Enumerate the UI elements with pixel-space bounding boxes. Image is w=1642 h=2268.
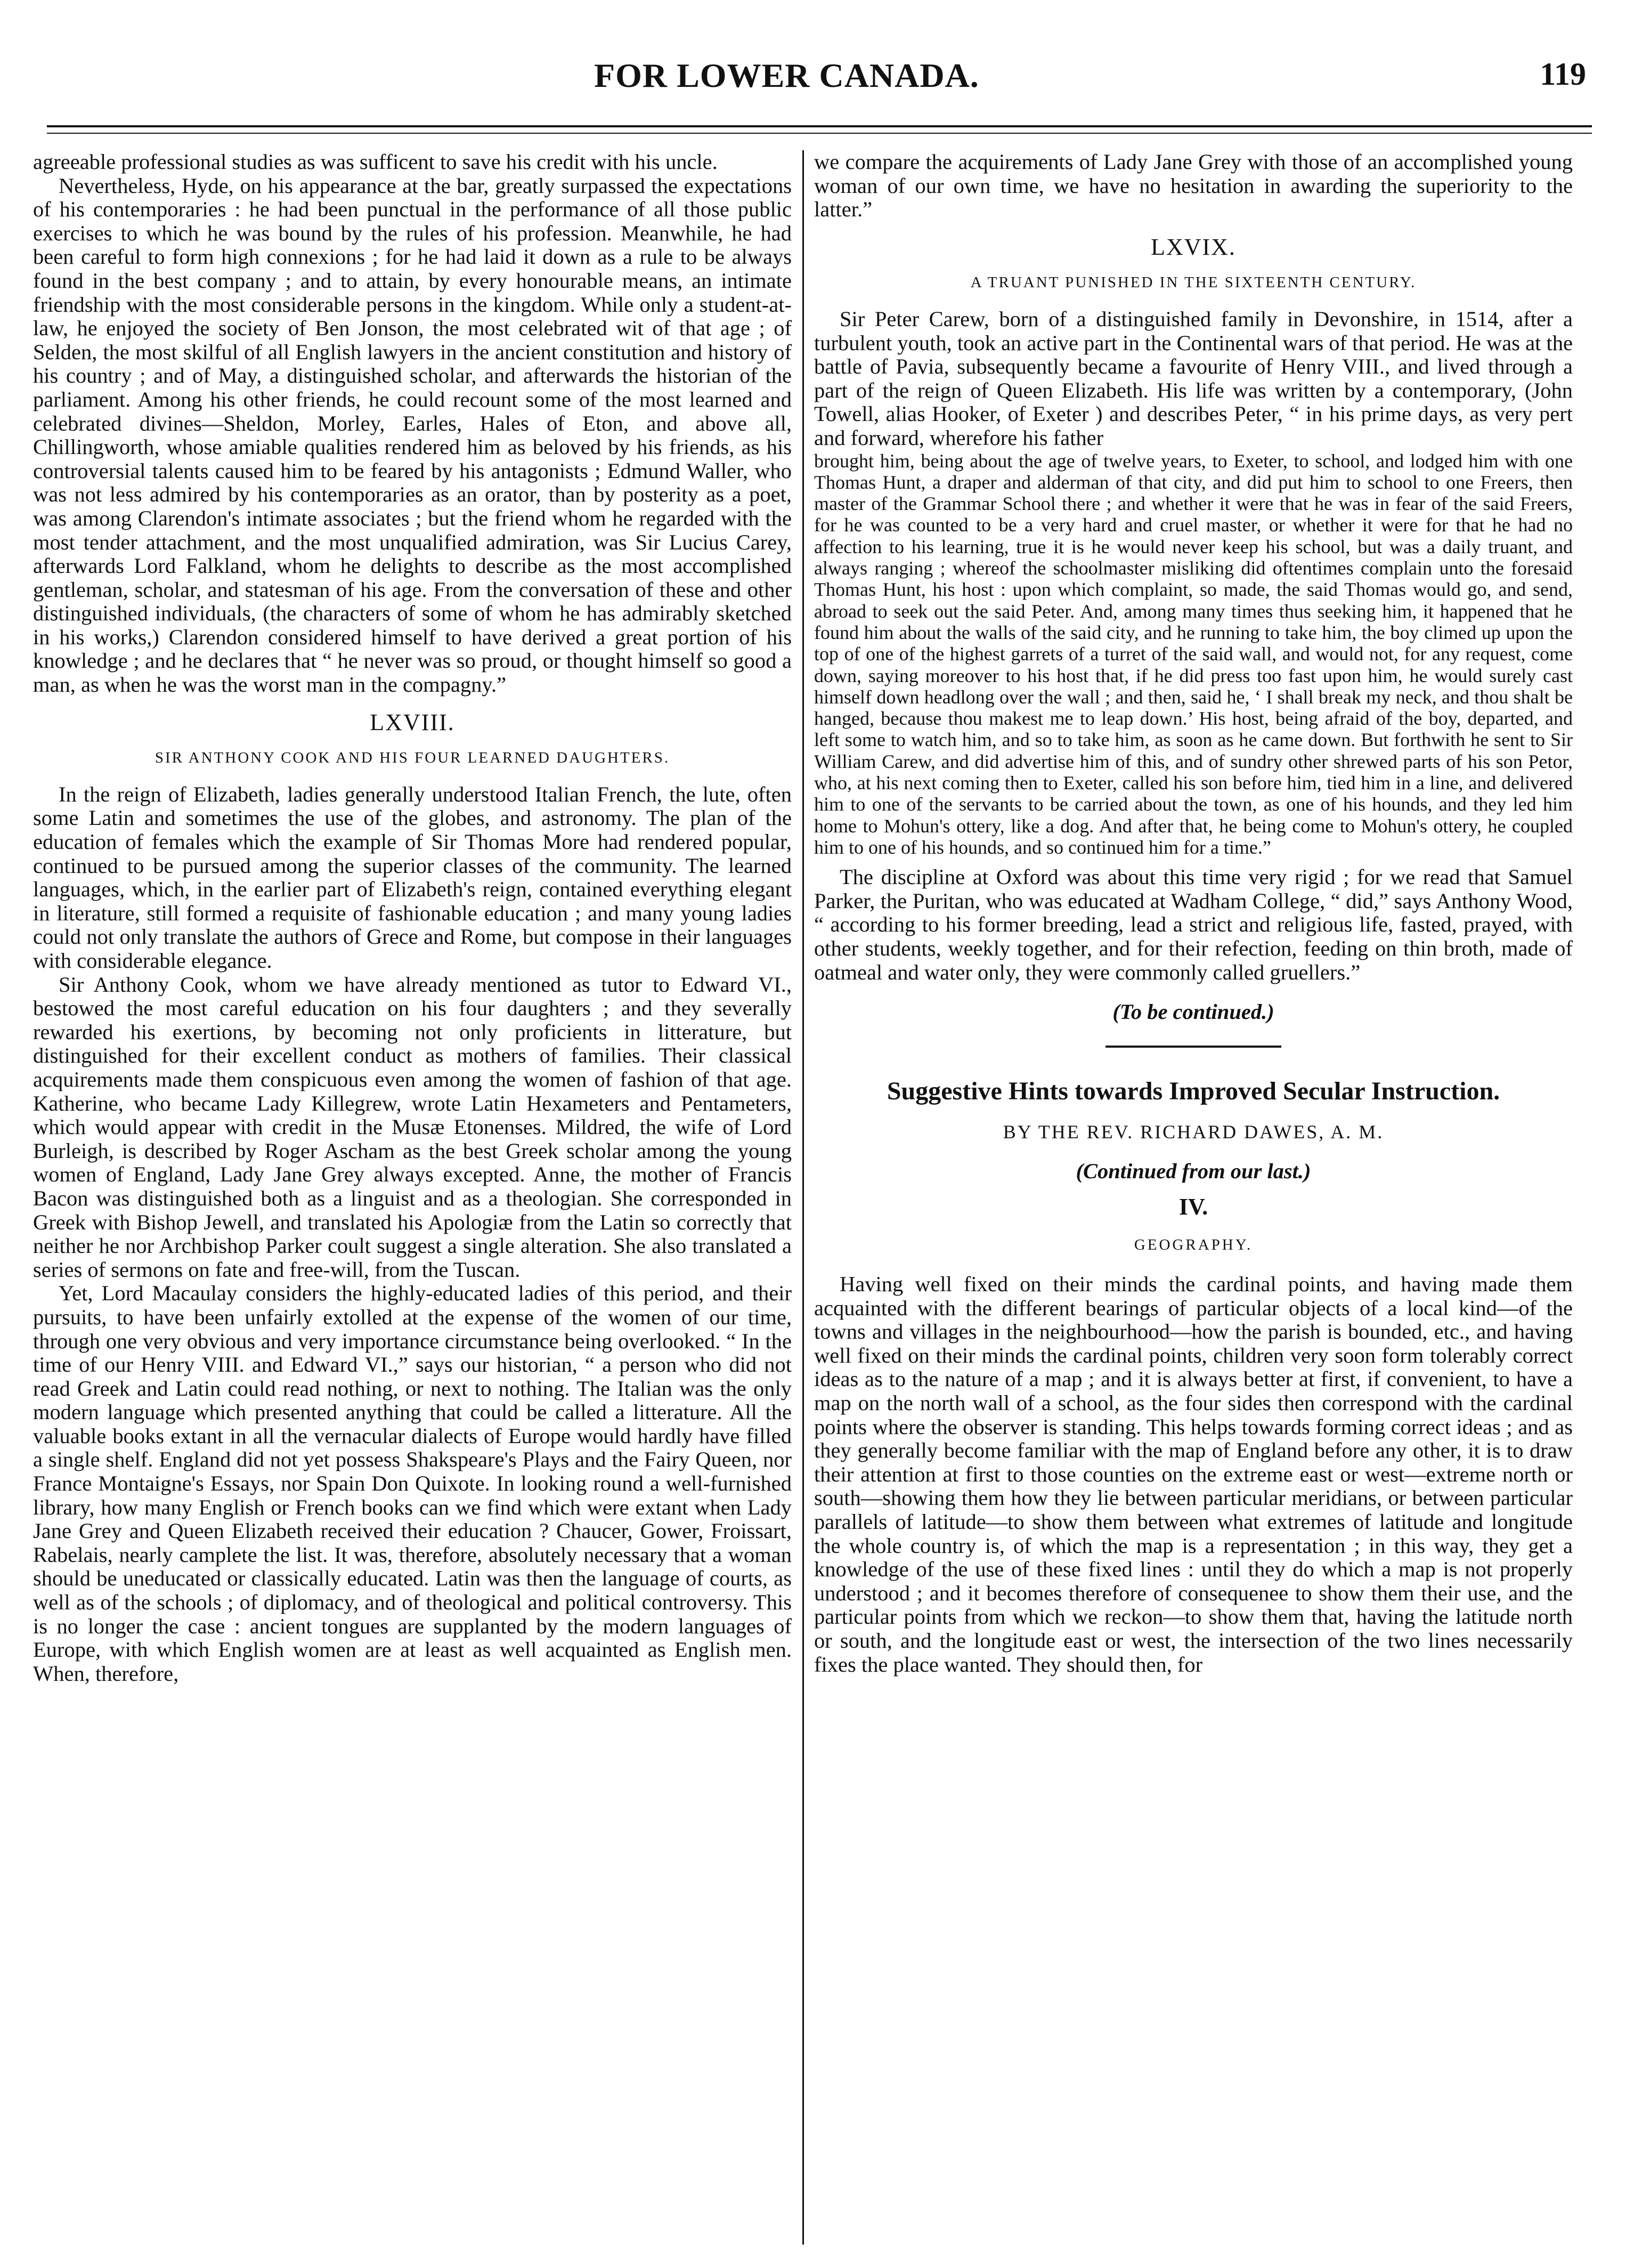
paragraph: Sir Anthony Cook, whom we have already mentioned as tutor to Edward VI., bestowed the most careful education on his four daughters ; and they severally rewarded his exertions, by becoming not only proficients in litterature, but distinguished for their excellent conduct as mothers of families. Their classical acquirements made them conspicuous even among the women of fashion of that age. Katherine, who became Lady Killegrew, wrote Latin Hexameters and Pentameters, which would appear with credit in the Musæ Etonenses. Mildred, the wife of Lord Burleigh, is described by Roger Ascham as the best Greek scholar among the young women of England, Lady Jane Grey always excepted. Anne, the mother of Francis Bacon was distinguished both as a linguist and as a theologian. She corresponded in Greek with Bishop Jewell, and translated his Apologiæ from the Latin so correctly that neither he nor Archbishop Parker coult suggest a single alteration. She also translated a series of sermons on fate and free-will, from the Tuscan. — [33, 972, 792, 1282]
header-rule-thin — [47, 133, 1592, 134]
running-head — [0, 56, 1642, 115]
article-title: Suggestive Hints towards Improved Secular Instruction. — [887, 1076, 1500, 1105]
separator-rule — [1105, 1046, 1281, 1048]
paragraph: agreeable professional studies as was sufficent to save his credit with his uncle. — [33, 150, 718, 174]
section-title: SIR ANTHONY COOK AND HIS FOUR LEARNED DAUGHTERS. — [155, 749, 670, 767]
paragraph: Sir Peter Carew, born of a distinguished family in Devonshire, in 1514, after a turbulent youth, took an active part in the Continental wars of that period. He was at the battle of Pavia, subsequently became a favourite of Henry VIII., and lived through a part of the reign of Queen Elizabeth. His life was written by a contemporary, (John Towell, alias Hooker, of Exeter ) and describes Peter, “ in his prime days, as very pert and forward, wherefore his father — [814, 306, 1573, 450]
byline: BY THE REV. RICHARD DAWES, A. M. — [1003, 1121, 1384, 1143]
paragraph: Nevertheless, Hyde, on his appearance at the bar, greatly surpassed the expectations of his contemporaries : he had been punctual in the performance of all those public exercises to which he was bound by the rules of his profession. Meanwhile, he had been careful to form high connexions ; for he had laid it down as a rule to be always found in the best company ; and to attain, by every honourable means, an intimate friendship with the most considerable persons in the kingdom. While only a student-at-law, he enjoyed the society of Ben Jonson, the most celebrated wit of that age ; of Selden, the most skilful of all English lawyers in the ancient constitution and history of his country ; and of May, a distinguished scholar, and afterwards the historian of the parliament. Among his other friends, he could recount some of the most learned and celebrated divines—Sheldon, Morley, Earles, Hales of Eton, and above all, Chillingworth, whose amiable qualities rendered him as beloved by his friends, as his controversial talents caused him to be feared by his antagonists ; Edmund Waller, who was not less admired by his contemporaries as an orator, than by posterity as a poet, was among Clarendon's intimate associates ; but the friend whom he regarded with the most tender attachment, and the most unqualified admiration, was Sir Lucius Carey, afterwards Lord Falkland, whom he delights to describe as the most accomplished gentleman, scholar, and statesman of his age. From the conversation of these and other distinguished individuals, (the characters of some of whom he has admirably sketched in his works,) Clarendon considered himself to have derived a great portion of his knowledge ; and he declares that “ he never was so proud, or thought himself so good a man, as when he was the worst man in the compagny.” — [33, 173, 792, 697]
paragraph: The discipline at Oxford was about this time very rigid ; for we read that Samuel Parker, the Puritan, who was educated at Wadham College, “ did,” says Anthony Wood, “ according to his former breeding, lead a strict and religious life, fasted, prayed, with other students, weekly together, and for their refection, feeding on thin broth, made of oatmeal and water only, they were commonly called gruellers.” — [814, 865, 1573, 984]
section-number: LXVIII. — [370, 709, 455, 735]
column-divider — [802, 150, 804, 2245]
paragraph: In the reign of Elizabeth, ladies generally understood Italian French, the lute, often some Latin and sometimes the use of the globes, and astronomy. The plan of the education of females which the example of Sir Thomas More had rendered popular, continued to be pursued among the superior classes of the community. The learned languages, which, in the earlier part of Elizabeth's reign, contained everything elegant in literature, still formed a requisite of fashionable education ; and many young ladies could not only translate the authors of Grece and Rome, but compose in their languages with considerable elegance. — [33, 782, 792, 973]
running-title: FOR LOWER CANADA. — [594, 56, 979, 94]
section-number: LXVIX. — [1151, 233, 1236, 260]
subheading: GEOGRAPHY. — [1134, 1236, 1253, 1253]
block-quote — [814, 450, 1573, 858]
paragraph: Having well fixed on their minds the cardinal points, and having made them acquainted with the different bearings of particular objects of a local kind—of the towns and villages in the neighbourhood—how the parish is bounded, etc., and having well fixed on their minds the cardinal points, children very soon form tolerably correct ideas as to the nature of a map ; and it is always better at first, if convenient, to have a map on the north wall of a school, as the four sides then correspond with the cardinal points where the observer is standing. This helps towards forming correct ideas ; and as they generally become familiar with the map of England before any other, it is to draw their attention at first to those counties on the extreme east or west—extreme north or south—showing them how they lie between particular meridians, or between particular parallels of latitude—to show them between what extremes of latitude and longitude the whole country is, of which the map is a representation ; in this way, they get a knowledge of the use of these fixed lines : until they do which a map is not properly understood ; and it becomes therefore of consequenee to show them their use, and the particular points from which we reckon—to show them that, having the latitude north or south, and the longitude east or west, the intersection of the two lines necessarily fixes the place wanted. They should then, for — [814, 1272, 1573, 1676]
quote-text: brought him, being about the age of twelve years, to Exeter, to school, and lodged him with one Thomas Hunt, a draper and alderman of that city, and did put him to school to one Freers, then master of the Grammar School there ; and whether it were that he was in fear of the said Freers, for he was counted to be a very hard and cruel master, or whether it were for that he had no affection to his learning, true it is he would never keep his school, but was a daily truant, and always ranging ; whereof the schoolmaster misliking did oftentimes complain unto the foresaid Thomas Hunt, his host : upon which complaint, so made, the said Thomas would go, and send, abroad to seek out the said Peter. And, among many times thus seeking him, it happened that he found him about the walls of the said city, and he running to take him, the boy climed up upon the top of one of the highest garrets of a turret of the said wall, and would not, for any request, come down, saying moreover to his host that, if he did press too fast upon him, he would surely cast himself down headlong over the wall ; and then, said he, ‘ I shall break my neck, and thou shalt be hanged, because thou makest me to leap down.’ His host, being afraid of the boy, departed, and left some to watch him, and so to take him, as soon as he came down. But forthwith he sent to Sir William Carew, and did advertise him of this, and of sundry other shrewed parts of his son Petor, who, at his next coming then to Exeter, called his son before him, tied him in a line, and delivered him to one of the servants to be carried about the town, as one of his hounds, and they led him home to Mohun's ottery, like a dog. And after that, he being come to Mohun's ottery, he coupled him to one of his hounds, and so continued him for a time.” — [814, 450, 1573, 858]
paragraph: we compare the acquirements of Lady Jane Grey with those of an accomplished young woman of our own time, we have no hesitation in awarding the superiority to the latter.” — [814, 150, 1573, 222]
section-title: A TRUANT PUNISHED IN THE SIXTEENTH CENTURY. — [970, 274, 1417, 291]
right-column — [814, 150, 1573, 2250]
part-number: IV. — [1178, 1193, 1208, 1220]
paragraph: Yet, Lord Macaulay considers the highly-educated ladies of this period, and their pursuits, to have been unfairly extolled at the expense of the women of our time, through one very obvious and very importance circumstance being overlooked. “ In the time of our Henry VIII. and Edward VI.,” says our historian, “ a person who did not read Greek and Latin could read nothing, or next to nothing. The Italian was the only modern language which presented anything that could be called a litterature. All the valuable books extant in all the vernacular dialects of Europe would hardly have filled a single shelf. England did not yet possess Shakspeare's Plays and the Fairy Queen, nor France Montaigne's Essays, nor Spain Don Quixote. In looking round a well-furnished library, how many English or French books can we find which were extant when Lady Jane Grey and Queen Elizabeth received their education ? Chaucer, Gower, Froissart, Rabelais, nearly camplete the list. It was, therefore, absolutely necessary that a woman should be uneducated or classically educated. Latin was then the language of courts, as well as of the schools ; of diplomacy, and of theological and political controversy. This is no longer the case : ancient tongues are supplanted by the modern languages of Europe, with which English women are at least as well acquainted as English men. When, therefore, — [33, 1281, 792, 1686]
left-column — [33, 150, 792, 2250]
page-number: 119 — [1540, 56, 1586, 92]
continued-note: (Continued from our last.) — [1076, 1159, 1311, 1184]
to-be-continued: (To be continued.) — [1112, 1000, 1274, 1024]
header-rule-thick — [47, 125, 1592, 127]
